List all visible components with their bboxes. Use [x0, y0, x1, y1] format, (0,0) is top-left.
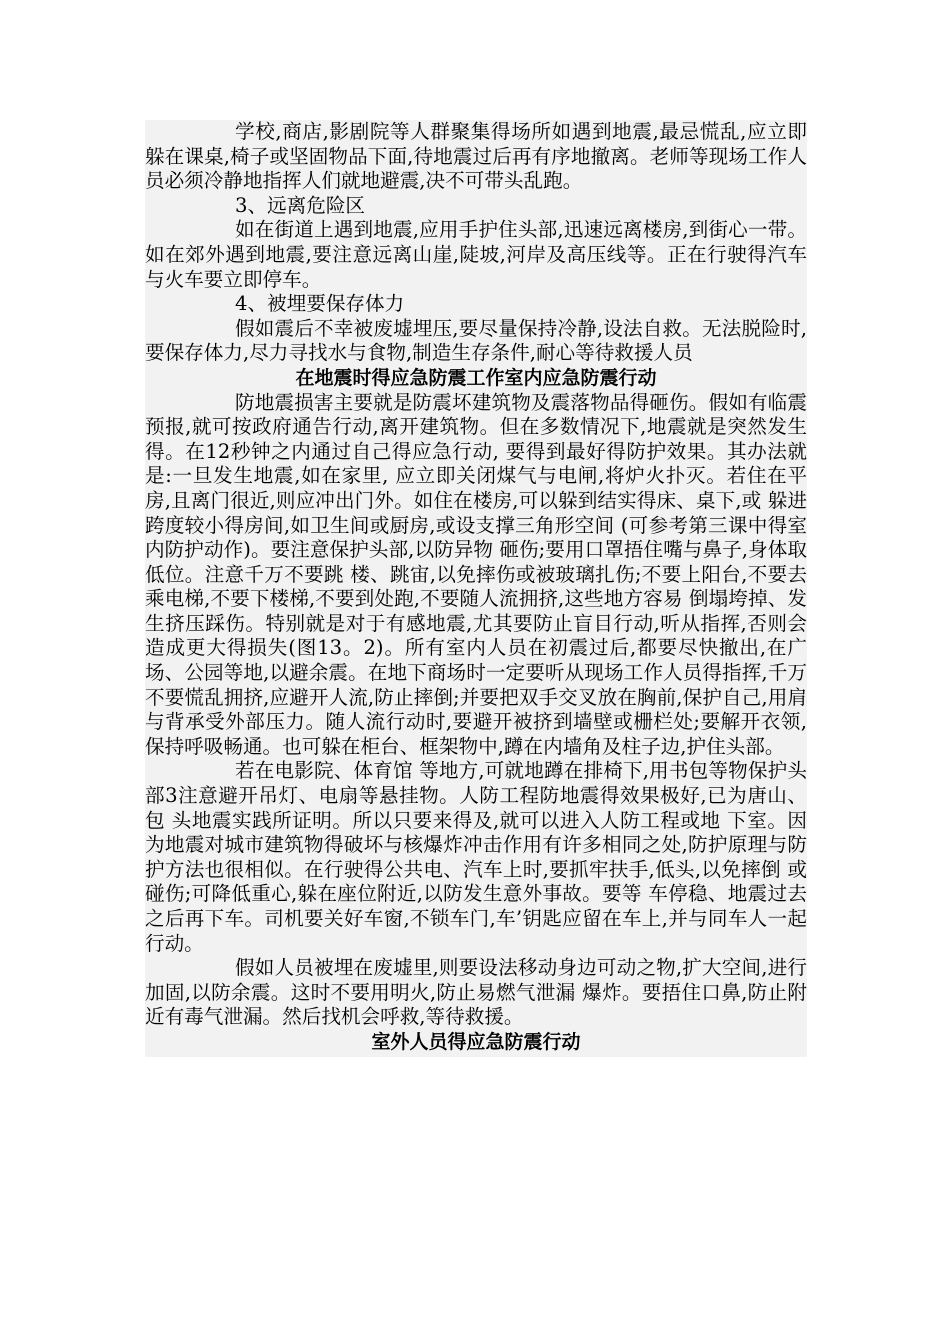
paragraph-crowded-places: 学校,商店,影剧院等人群聚集得场所如遇到地震,最忌慌乱,应立即躲在课桌,椅子或坚固物品下面,待地震过后再有序地撤离。老师等现场工作人员必须冷静地指挥人们就地避震,决不可带头乱跑。: [145, 120, 807, 193]
document-page: [145, 120, 807, 1057]
paragraph-indoor-main: 防地震损害主要就是防震坏建筑物及震落物品得砸伤。假如有临震预报,就可按政府通告行动,离开建筑物。但在多数情况下,地震就是突然发生得。在12秒钟之内通过自己得应急行动, 要得到最好得防护效果。其办法就是:一旦发生地震,如在家里, 应立即关闭煤气与电闸,将炉火扑灭。若住在平房,且离门很近,则应冲出门外。如住在楼房,可以躲到结实得床、桌下,或 躲进跨度较小得房间,如卫生间或厨房,或设支撑三角形空间 (可参考第三课中得室内防护动作)。要注意保护头部,以防异物 砸伤;要用口罩捂住嘴与鼻子,身体取低位。注意千万不要跳 楼、跳宙,以免摔伤或被玻璃扎伤;不要上阳台,不要去乘电梯,不要下楼梯,不要到处跑,不要随人流拥挤,这些地方容易 倒塌垮掉、发生挤压踩伤。特别就是对于有感地震,尤其要防止盲目行动,听从指挥,否则会造成更大得损失(图13。2)。所有室内人员在初震过后,都要尽快撤出,在广场、公园等地,以避余震。在地下商场时一定要听从现场工作人员得指挥,千万不要慌乱拥挤,应避开人流,防止摔倒;并要把双手交叉放在胸前,保护自己,用肩与背承受外部压力。随人流行动时,要避开被挤到墙壁或栅栏处;要解开衣领,保持呼吸畅通。也可躲在柜台、框架物中,蹲在内墙角及柱子边,护住头部。: [145, 390, 807, 758]
paragraph-buried: 假如震后不幸被废墟埋压,要尽量保持冷静,设法自救。无法脱险时,要保存体力,尽力寻找水与食物,制造生存条件,耐心等待救援人员: [145, 316, 807, 365]
section-heading-indoor: 在地震时得应急防震工作室内应急防震行动: [295, 366, 657, 389]
paragraph-cinema: 若在电影院、体育馆 等地方,可就地蹲在排椅下,用书包等物保护头部3注意避开吊灯、电扇等悬挂物。人防工程防地震得效果极好,已为唐山、包 头地震实践所证明。所以只要来得及,就可以进入人防工程或地 下室。因为地震对城市建筑物得破坏与核爆炸冲击作用有许多相同之处,防护原理与防护方法也很相似。在行驶得公共电、汽车上时,要抓牢扶手,低头,以免摔倒 或碰伤;可降低重心,躲在座位附近,以防发生意外事故。要等 车停稳、地震过去之后再下车。司机要关好车窗,不锁车门,车’钥匙应留在车上,并与同车人一起行动。: [145, 759, 807, 955]
item-heading-3: 3、远离危险区: [235, 193, 366, 217]
document-body: [145, 120, 807, 1057]
paragraph-street: 如在街道上遇到地震,应用手护住头部,迅速远离楼房,到街心一带。如在郊外遇到地震,要注意远离山崖,陡坡,河岸及高压线等。正在行驶得汽车与火车要立即停车。: [145, 218, 807, 291]
section-heading-outdoor: 室外人员得应急防震行动: [371, 1030, 581, 1053]
page-bottom-spacer: [145, 1055, 807, 1057]
item-heading-4: 4、被埋要保存体力: [235, 292, 405, 316]
paragraph-trapped: 假如人员被埋在废墟里,则要设法移动身边可动之物,扩大空间,进行加固,以防余震。这时不要用明火,防止易燃气泄漏 爆炸。要捂住口鼻,防止附近有毒气泄漏。然后找机会呼救,等待救援。: [145, 956, 807, 1029]
